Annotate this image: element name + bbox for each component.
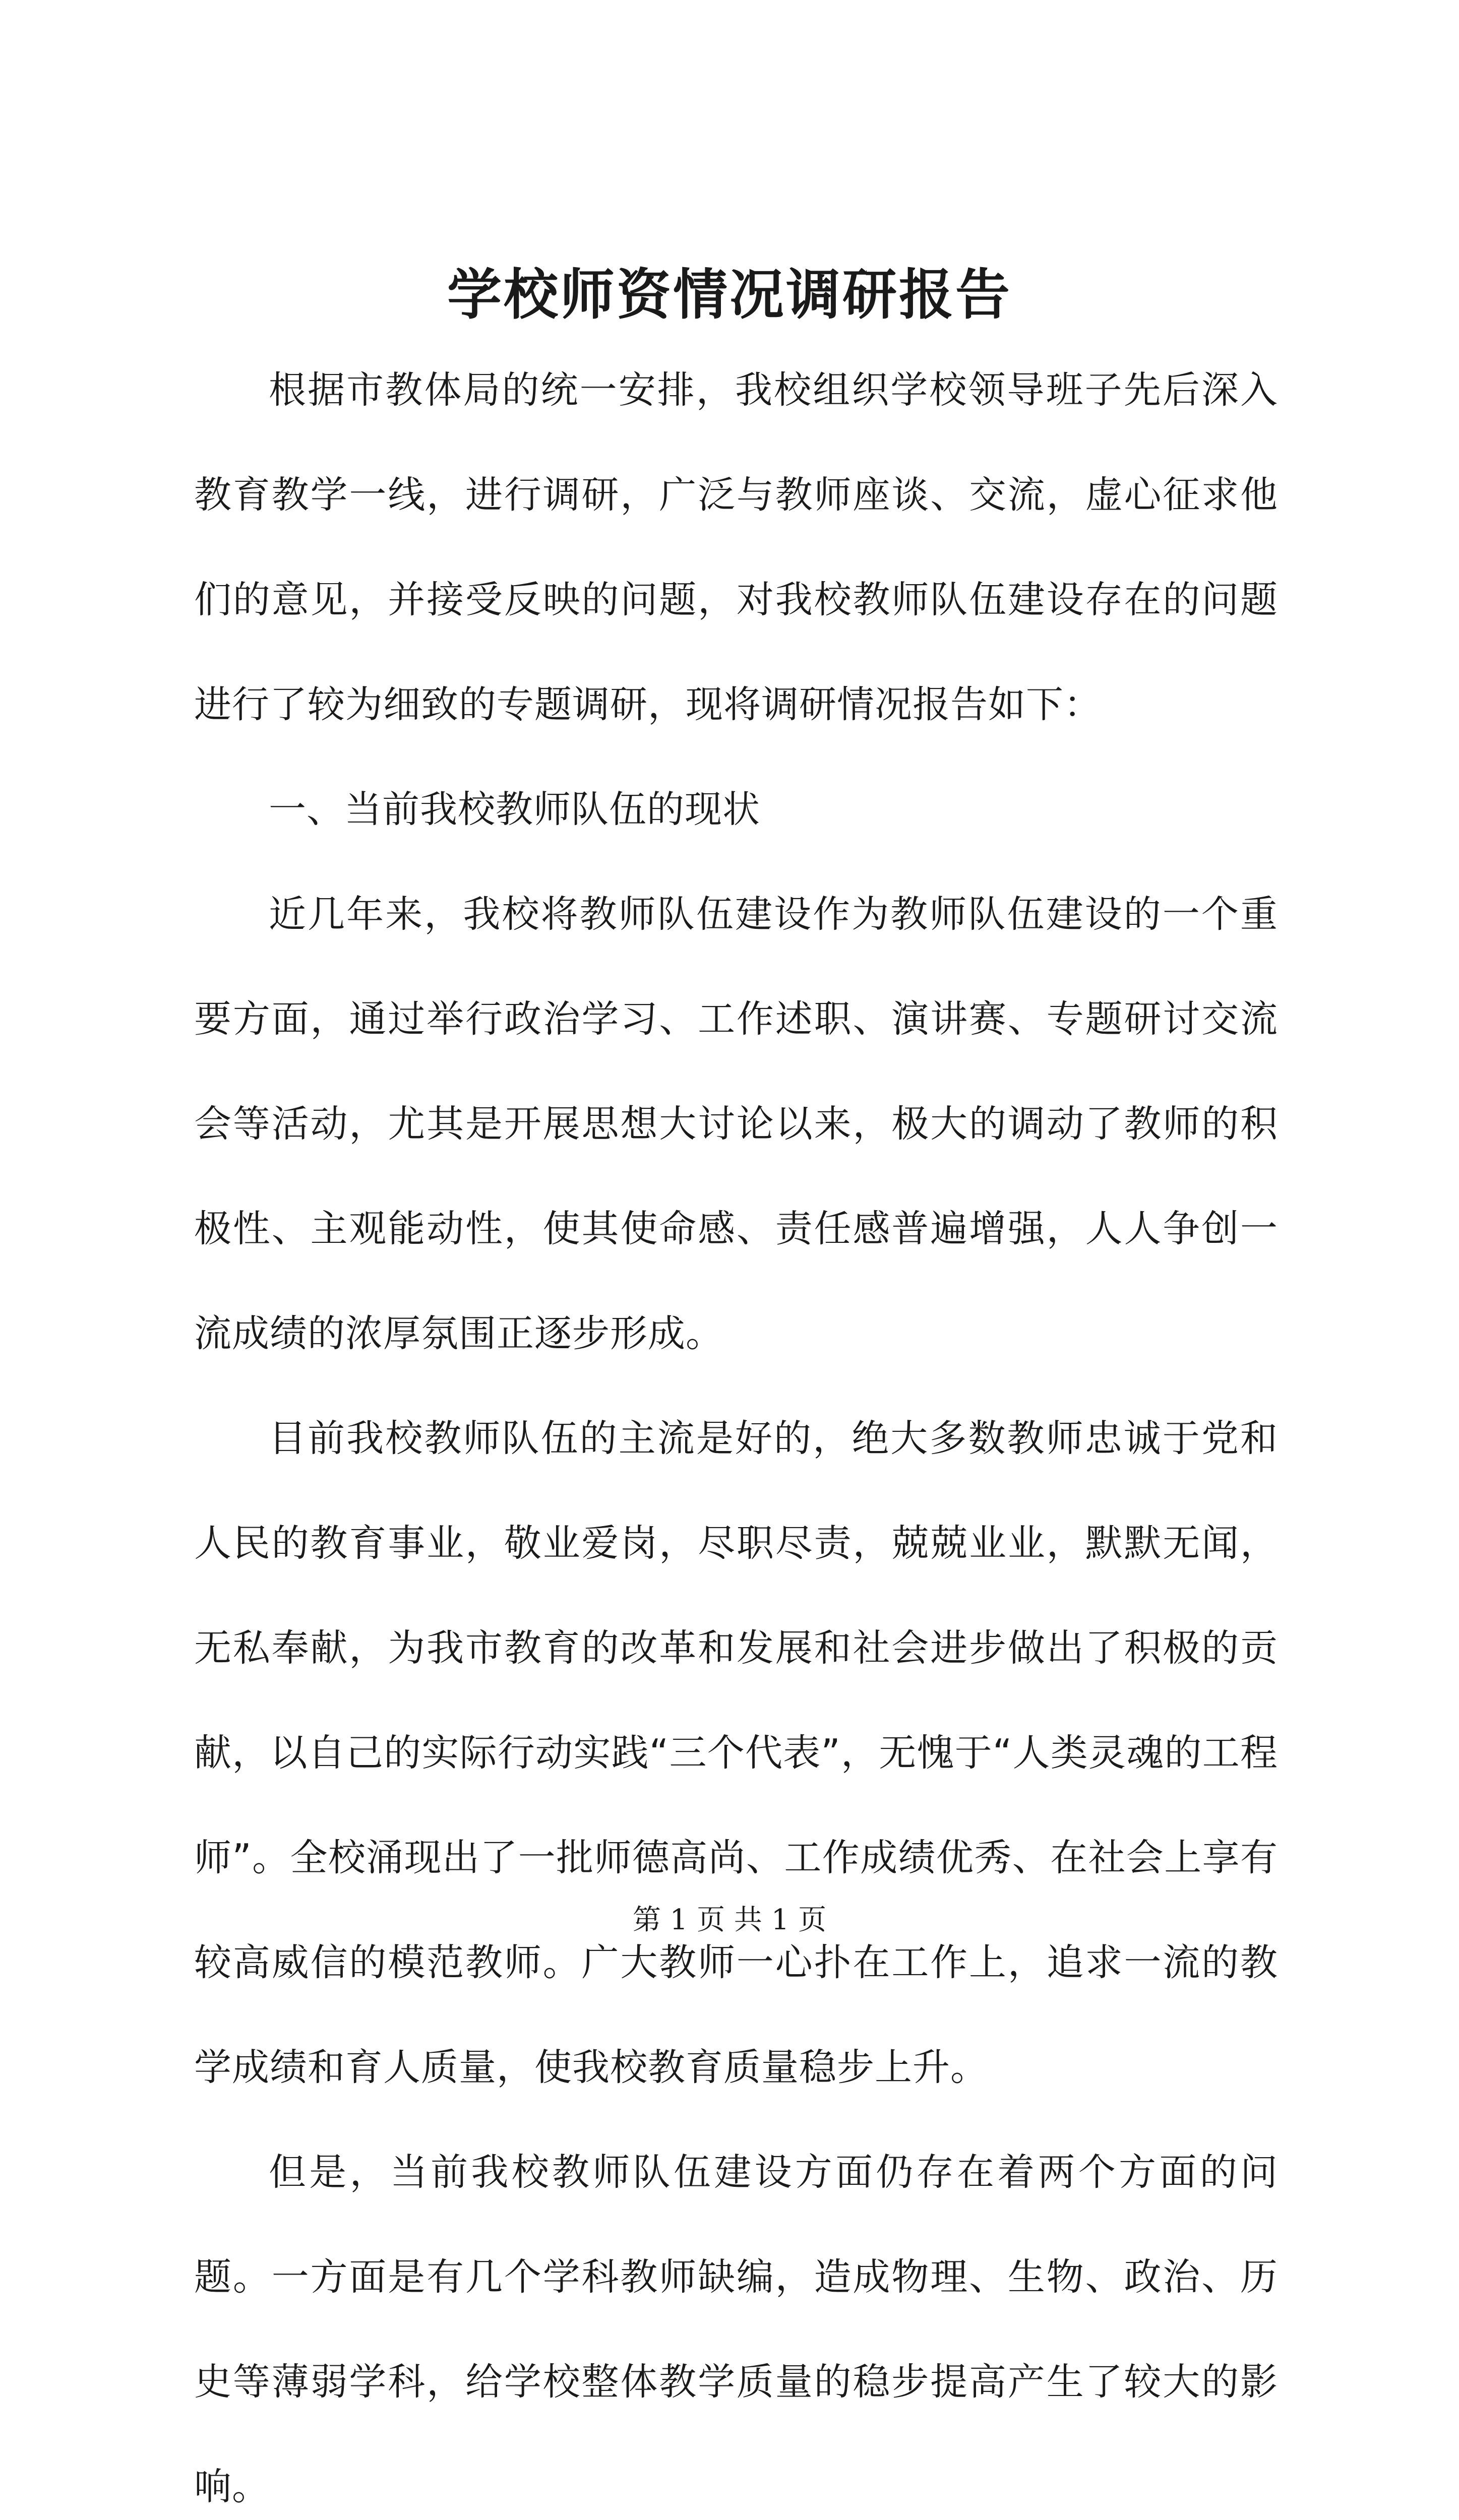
document-title: 学校师资情况调研报告 (447, 263, 1012, 327)
section-heading: 一、当前我校教师队伍的现状 (269, 788, 760, 831)
paragraph-mainstream: 目前我校教师队伍的主流是好的，绝大多数教师忠诚于党和人民的教育事业，敬业爱岗，尽职尽责，兢兢业业，默默无闻，无私奉献，为我市教育的改革和发展和社会进步做出了积极的贡献，以自己的实际行动实践“三个代表”，无愧于“人类灵魂的工程师”。全校涌现出了一批师德高尚、工作成绩优秀、在社会上享有较高威信的模范教师。广大教师一心扑在工作上，追求一流的教学成绩和育人质量，使我校教育质量稳步上升。 (194, 1417, 1278, 2089)
document-body (194, 338, 1278, 2520)
page-footer: 第 1 页 共 1 页 (632, 1904, 827, 1936)
paragraph-intro: 根据市教体局的统一安排，我校组织学校领导班子先后深入教育教学一线，进行调研，广泛与教师座谈、交流，虚心征求他们的意见，并接受反映的问题，对我校教师队伍建设存在的问题进行了较为细致的专题调研，现将调研情况报告如下： (194, 368, 1278, 726)
paragraph-recent-years: 近几年来，我校将教师队伍建设作为教师队伍建设的一个重要方面，通过举行政治学习、工作述职、演讲赛、专题研讨交流会等活动，尤其是开展思想大讨论以来，极大的调动了教师的积极性、主观能动性，使其使命感、责任感普遍增强，人人争创一流成绩的浓厚氛围正逐步形成。 (194, 893, 1278, 1355)
paragraph-problems: 但是，当前我校教师队伍建设方面仍存在着两个方面的问题。一方面是有几个学科教师缺编，造成物理、生物、政治、历史等薄弱学科，给学校整体教学质量的稳步提高产生了较大的影响。 (194, 2151, 1278, 2508)
